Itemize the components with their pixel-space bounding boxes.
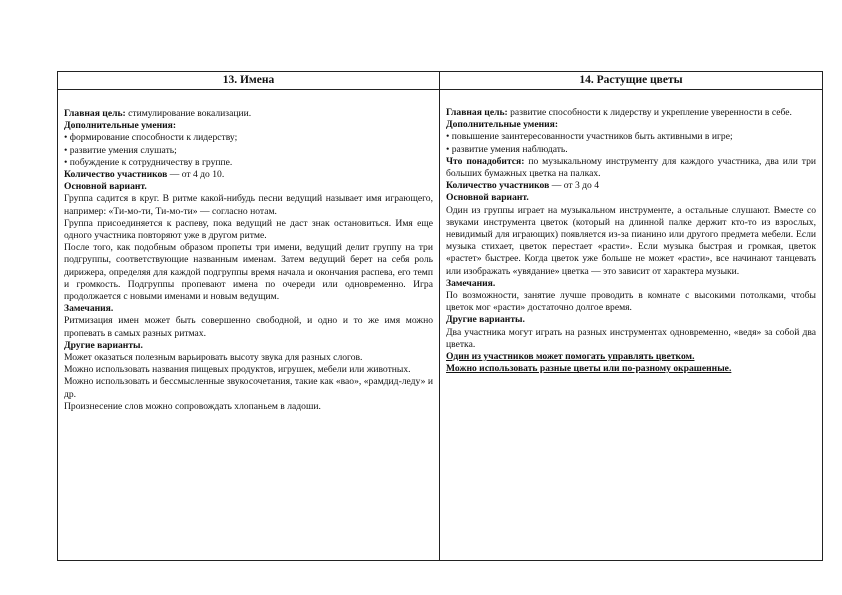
card-body bbox=[58, 90, 439, 413]
card-body bbox=[440, 90, 822, 375]
basic-variant-label: Основной вариант. bbox=[64, 181, 147, 193]
paragraph: Один из группы играет на музыкальном инструменте, а остальные слушают. Вместе со звуками инструмента цветок (который на длинной палке держит кто-то из взрослых, невидимый для играющих) появляется из-за пианино или другого предмета мебели. Если музыка стихает, цветок перестает «расти». Если музыка быстрая и громкая, цветок «растет» быстрее. Когда цветок уже больше не может «расти», все начинают танцевать или изображать «увядание» цветка — это зависит от характера музыки. bbox=[446, 204, 816, 277]
list-item: • формирование способности к лидерству; bbox=[64, 132, 238, 144]
list-item: • повышение заинтересованности участников быть активными в игре; bbox=[446, 131, 733, 143]
main-goal: Главная цель: стимулирование вокализации. bbox=[64, 108, 252, 119]
participants: Количество участников — от 3 до 4 bbox=[446, 180, 600, 192]
paragraph: Можно использовать разные цветы или по-разному окрашенные. bbox=[446, 363, 732, 375]
card-title: 13. Имена bbox=[58, 72, 439, 90]
other-variants-label: Другие варианты. bbox=[64, 339, 143, 351]
needed: Что понадобится: по музыкальному инструменту для каждого участника, два или три больших бумажных цветка на палках. bbox=[446, 155, 817, 180]
paragraph: Ритмизация имен может быть совершенно свободной, и одно и то же имя можно пропевать в самых разных ритмах. bbox=[64, 315, 433, 339]
list-item: • развитие умения слушать; bbox=[64, 144, 177, 156]
basic-variant-label: Основной вариант. bbox=[446, 192, 529, 204]
paragraph: Произнесение слов можно сопровождать хлопаньем в ладоши. bbox=[64, 400, 321, 412]
remarks-label: Замечания. bbox=[446, 277, 496, 289]
paragraph: Может оказаться полезным варьировать высоту звука для разных слогов. bbox=[64, 352, 363, 364]
card-title: 14. Растущие цветы bbox=[440, 72, 822, 90]
card-growing-flowers bbox=[440, 72, 822, 560]
other-variants-label: Другие варианты. bbox=[446, 314, 525, 326]
extra-skills-label: Дополнительные умения: bbox=[64, 120, 177, 132]
paragraph: Два участника могут играть на разных инструментах одновременно, «ведя» за собой два цветка. bbox=[446, 326, 816, 350]
card-names bbox=[58, 72, 440, 560]
paragraph: Один из участников может помогать управлять цветком. bbox=[446, 351, 695, 363]
main-goal: Главная цель: развитие способности к лидерству и укрепление уверенности в себе. bbox=[446, 107, 792, 118]
paragraph: Группа садится в круг. В ритме какой-нибудь песни ведущий называет имя играющего, например: «Ти-мо-ти, Ти-мо-ти» — согласно нотам. bbox=[64, 193, 433, 217]
list-item: • побуждение к сотрудничеству в группе. bbox=[64, 156, 233, 168]
paragraph: По возможности, занятие лучше проводить в комнате с высокими потолками, чтобы цветок мог «расти» достаточно долгое время. bbox=[446, 290, 816, 314]
paragraph: Группа присоединяется к распеву, пока ведущий не даст знак остановиться. Имя еще одного участника повторяют уже в другом ритме. bbox=[64, 217, 433, 242]
paragraph: Можно использовать названия пищевых продуктов, игрушек, мебели или животных. bbox=[64, 364, 411, 376]
cards-table bbox=[57, 71, 823, 561]
list-item: • развитие умения наблюдать. bbox=[446, 143, 568, 155]
participants: Количество участников — от 4 до 10. bbox=[64, 169, 225, 181]
paragraph: Можно использовать и бессмысленные звукосочетания, такие как «вао», «рамдид-леду» и др. bbox=[64, 376, 433, 400]
remarks-label: Замечания. bbox=[64, 303, 114, 315]
paragraph: После того, как подобным образом пропеты три имени, ведущий делит группу на три подгруппы, соответствующие названным именам. Затем ведущий берет на себя роль дирижера, определяя для каждой подгруппы время начала и окончания распева, его темп и громкость. Подгруппы пропевают имена по очереди или одновременно. Игра продолжается с новыми именами и новым ведущим. bbox=[64, 242, 433, 303]
extra-skills-label: Дополнительные умения: bbox=[446, 119, 559, 131]
